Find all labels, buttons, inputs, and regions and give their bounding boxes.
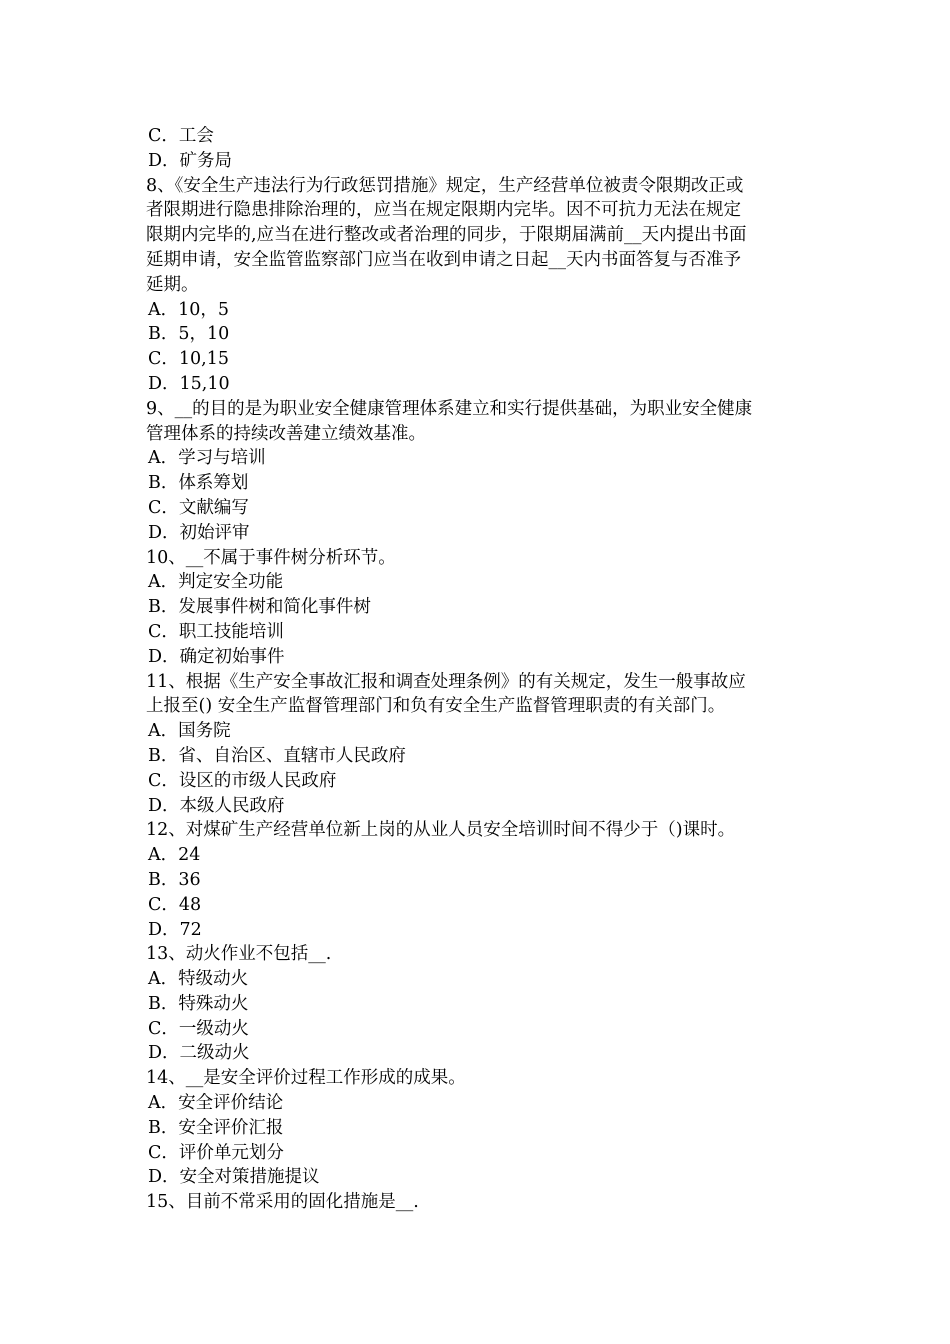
option-line: B．特殊动火 (148, 993, 249, 1014)
option-line: B．安全评价汇报 (148, 1117, 284, 1138)
document-page (146, 124, 810, 1215)
option-line: A．国务院 (148, 721, 231, 742)
option-line: D．二级动火 (148, 1043, 250, 1064)
question-line: 12、对煤矿生产经营单位新上岗的从业人员安全培训时间不得少于（)课时。 (146, 820, 736, 841)
question-line: 11、根据《生产安全事故汇报和调查处理条例》的有关规定，发生一般事故应 (146, 671, 746, 692)
option-line: D．72 (148, 919, 202, 940)
option-line: C．文献编写 (148, 497, 249, 518)
option-line: A．学习与培训 (148, 448, 266, 469)
option-line: C．评价单元划分 (148, 1142, 284, 1163)
option-line: D．本级人民政府 (148, 795, 285, 816)
option-line: B．5，10 (148, 324, 230, 345)
option-line: A．24 (148, 845, 201, 866)
option-line: D．初始评审 (148, 522, 250, 543)
question-line: 10、__不属于事件树分析环节。 (146, 547, 396, 568)
question-line: 14、__是安全评价过程工作形成的成果。 (146, 1068, 466, 1089)
question-line: 限期内完毕的,应当在进行整改或者治理的同步，于限期届满前__天内提出书面 (146, 225, 747, 246)
option-line: C．职工技能培训 (148, 621, 284, 642)
question-line: 者限期进行隐患排除治理的，应当在规定限期内完毕。因不可抗力无法在规定 (146, 200, 741, 221)
option-line: C．10,15 (148, 349, 229, 370)
question-line: 15、目前不常采用的固化措施是__. (146, 1192, 419, 1213)
question-line: 13、动火作业不包括__. (146, 944, 332, 965)
option-line: D．15,10 (148, 373, 230, 394)
option-line: B．体系筹划 (148, 473, 249, 494)
option-line: B．省、自治区、直辖市人民政府 (148, 745, 406, 766)
question-line: 9、__的目的是为职业安全健康管理体系建立和实行提供基础，为职业安全健康 (146, 398, 753, 419)
option-line: C．设区的市级人民政府 (148, 770, 337, 791)
option-line: D．确定初始事件 (148, 646, 285, 667)
option-line: D．安全对策措施提议 (148, 1167, 320, 1188)
option-line: C．工会 (148, 126, 214, 146)
question-line: 延期。 (146, 274, 199, 295)
option-line: A．判定安全功能 (148, 572, 284, 593)
option-line: C．48 (148, 894, 202, 915)
option-line: A．安全评价结论 (148, 1093, 284, 1114)
question-line: 延期申请，安全监管监察部门应当在收到申请之日起__天内书面答复与否准予 (146, 249, 741, 270)
option-line: A．特级动火 (148, 969, 249, 990)
option-line: A．10，5 (148, 299, 230, 320)
option-line: D．矿务局 (148, 150, 233, 171)
question-line: 8、《安全生产违法行为行政惩罚措施》规定，生产经营单位被责令限期改正或 (146, 175, 744, 196)
option-line: B．36 (148, 869, 201, 890)
question-line: 上报至() 安全生产监督管理部门和负有安全生产监督管理职责的有关部门。 (146, 696, 726, 717)
option-line: C．一级动火 (148, 1018, 249, 1039)
question-line: 管理体系的持续改善建立绩效基准。 (146, 423, 426, 444)
option-line: B．发展事件树和简化事件树 (148, 597, 371, 618)
